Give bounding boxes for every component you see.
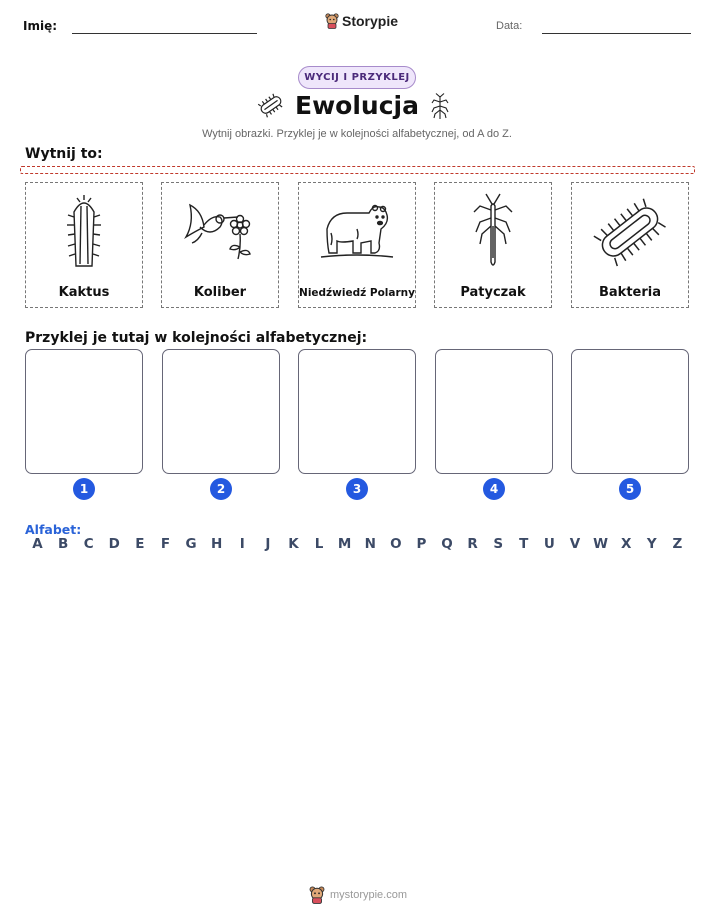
date-label: Data: — [496, 20, 523, 32]
alphabet-letter: J — [265, 536, 271, 552]
activity-badge: WYCIJ I PRZYKLEJ — [298, 66, 416, 89]
paste-slot-5[interactable] — [571, 349, 689, 474]
alphabet-letter: H — [211, 536, 223, 552]
stick-insect-decoration-icon — [430, 93, 450, 121]
alphabet-letter: C — [83, 536, 94, 552]
alphabet-letter: T — [519, 536, 529, 552]
card-label: Patyczak — [460, 285, 526, 300]
card-label: Kaktus — [58, 285, 110, 300]
cut-section-heading: Wytnij to: — [25, 146, 103, 162]
alphabet-letter: G — [185, 536, 197, 552]
cut-line — [20, 166, 695, 174]
page-title: Ewolucja — [295, 91, 419, 120]
alphabet-letter: P — [416, 536, 427, 552]
storypie-mascot-icon — [325, 13, 339, 29]
cactus-icon — [54, 192, 114, 272]
cut-card-hummingbird[interactable] — [161, 182, 279, 308]
brand-name: Storypie — [342, 13, 399, 29]
alphabet-letter: Z — [672, 536, 683, 552]
stick-insect-icon — [468, 192, 518, 272]
alphabet-letter: Q — [441, 536, 453, 552]
slot-number-3: 3 — [346, 478, 368, 500]
alphabet-letter: B — [57, 536, 69, 552]
paste-slot-3[interactable] — [298, 349, 416, 474]
alphabet-letter: W — [593, 536, 609, 552]
alphabet-row — [25, 536, 690, 552]
alphabet-letter: I — [239, 536, 245, 552]
slot-number-4: 4 — [483, 478, 505, 500]
cut-card-stick-insect[interactable] — [434, 182, 552, 308]
polar-bear-icon — [317, 199, 397, 265]
alphabet-letter: X — [620, 536, 632, 552]
alphabet-letter: D — [108, 536, 120, 552]
alphabet-letter: R — [467, 536, 478, 552]
slot-number-2: 2 — [210, 478, 232, 500]
alphabet-letter: S — [493, 536, 504, 552]
name-label: Imię: — [23, 19, 58, 33]
card-label: Bakteria — [599, 285, 661, 300]
slot-number-5: 5 — [619, 478, 641, 500]
alphabet-letter: U — [543, 536, 555, 552]
paste-slot-2[interactable] — [162, 349, 280, 474]
card-label: Koliber — [193, 285, 247, 300]
bacteria-icon — [592, 197, 668, 267]
alphabet-letter: K — [288, 536, 299, 552]
alphabet-letter: F — [160, 536, 171, 552]
alphabet-letter: N — [364, 536, 376, 552]
alphabet-letter: M — [337, 536, 352, 552]
alphabet-label: Alfabet: — [25, 522, 82, 537]
cut-card-cactus[interactable] — [25, 182, 143, 308]
paste-slot-4[interactable] — [435, 349, 553, 474]
card-label: Niedźwiedź Polarny — [299, 287, 415, 299]
hummingbird-icon — [180, 197, 260, 267]
name-line — [72, 33, 257, 34]
storypie-mascot-icon — [309, 886, 325, 904]
alphabet-letter: V — [569, 536, 581, 552]
alphabet-letter: E — [135, 536, 145, 552]
cut-card-bacteria[interactable] — [571, 182, 689, 308]
slot-number-1: 1 — [73, 478, 95, 500]
footer — [309, 886, 407, 904]
alphabet-letter: A — [32, 536, 43, 552]
alphabet-letter: Y — [646, 536, 657, 552]
footer-url: mystorypie.com — [330, 889, 408, 901]
paste-section-heading: Przyklej je tutaj w kolejności alfabetycznej: — [25, 330, 368, 346]
cut-card-polar-bear[interactable] — [298, 182, 416, 308]
date-line — [542, 33, 691, 34]
alphabet-letter: O — [390, 536, 402, 552]
brand-logo — [325, 13, 398, 29]
paste-slot-1[interactable] — [25, 349, 143, 474]
instructions-text: Wytnij obrazki. Przyklej je w kolejności alfabetycznej, od A do Z. — [202, 128, 512, 140]
alphabet-letter: L — [314, 536, 324, 552]
